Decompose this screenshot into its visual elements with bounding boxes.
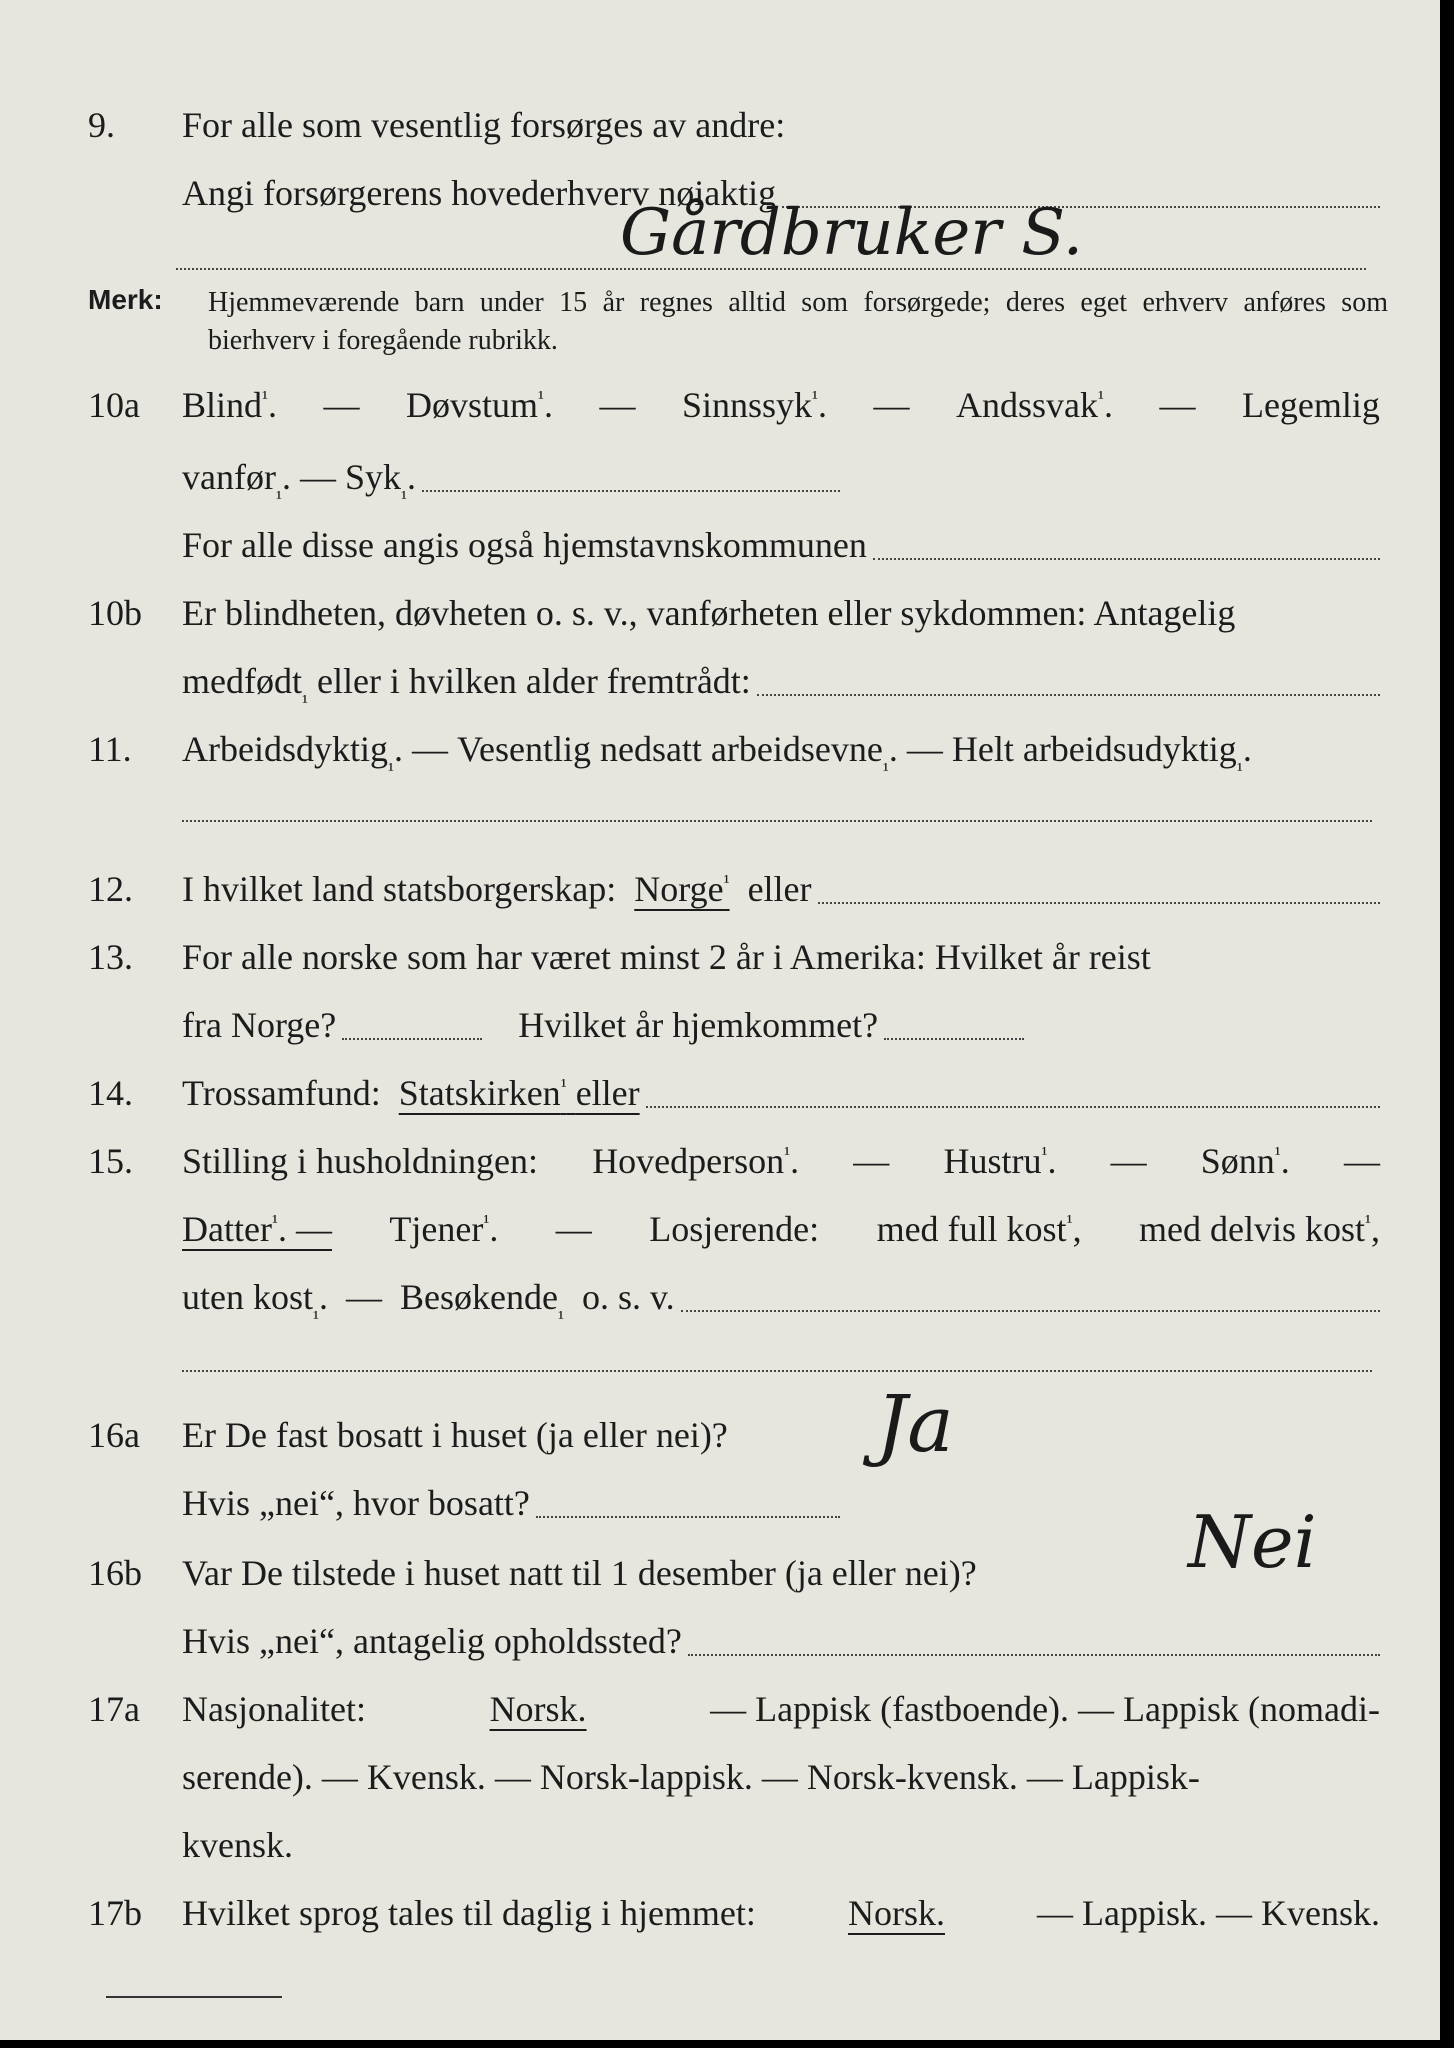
q15-line1: Stilling i husholdningen: Hovedperson$^{^1}$. — Hustru$^{^1}$. — Sønn$^{^1}$. — [182,1141,1380,1181]
q9-handwritten-answer: Gårdbruker S. [620,196,1084,270]
q15-line2: Datter$^{^1}$. — Tjener$^{^1}$. — Losjerende: med full kost$^{^1}$, med delvis kost$^{^1}$, [182,1209,1380,1249]
q16b-line1: Var De tilstede i huset natt til 1 desember (ja eller nei)? [182,1553,977,1593]
q10a-row-3 [0,518,1440,582]
q9-row-1 [0,98,1440,162]
q12-norge-marked[interactable]: Norge$^{^1}$ [634,869,730,909]
q16b-line2: Hvis „nei“, antagelig opholdssted? [182,1620,1380,1662]
q17a-line1: Nasjonalitet: Norsk. — Lappisk (fastboende). — Lappisk (nomadi- [182,1689,1380,1729]
q13-row-2 [0,998,1440,1062]
q17b-number: 17b [88,1893,142,1933]
q10b-number: 10b [88,593,142,633]
q15-row-1 [0,1134,1440,1198]
q12-number: 12. [88,869,133,909]
q11-number: 11. [88,729,132,769]
q16a-line2: Hvis „nei“, hvor bosatt? [182,1482,840,1524]
q17b-line: Hvilket sprog tales til daglig i hjemmet: Norsk. — Lappisk. — Kvensk. [182,1893,1380,1933]
q15-other-field[interactable] [681,1280,1380,1312]
q16a-bosatt-field[interactable] [536,1486,840,1518]
q13-line1: For alle norske som har været minst 2 år i Amerika: Hvilket år reist [182,937,1151,977]
q15-row-2 [0,1202,1440,1266]
q15-datter-marked[interactable]: Datter$^{^1}$. — [182,1209,332,1249]
q9-line1: For alle som vesentlig forsørges av andre: [182,105,786,145]
q13-line2: fra Norge? Hvilket år hjemkommet? [182,1004,1380,1046]
q17a-line2: serende). — Kvensk. — Norsk-lappisk. — Norsk-kvensk. — Lappisk- [182,1757,1200,1797]
q11-row [0,722,1440,786]
q17a-row-1 [0,1682,1440,1746]
q12-line: I hvilket land statsborgerskap: Norge$^{^1}$ eller [182,868,1380,910]
q14-other-field[interactable] [646,1076,1380,1108]
q16b-handwritten-answer: Nei [1188,1500,1317,1584]
q16a-number: 16a [88,1415,140,1455]
q17a-norsk-marked[interactable]: Norsk. [489,1689,587,1729]
q17a-line3: kvensk. [182,1825,293,1865]
q10a-line3: For alle disse angis også hjemstavnskommunen [182,524,1380,566]
q13-number: 13. [88,937,133,977]
q16b-opholdssted-field[interactable] [688,1624,1380,1656]
q10a-line2: vanfør ¹ . — Syk ¹ . [182,456,840,498]
q10a-syk-field[interactable] [422,460,840,492]
q10b-row-2 [0,654,1440,718]
q14-row [0,1066,1440,1130]
q10a-line1: Blind$^{^1}$. — Døvstum$^{^1}$. — Sinnssyk$^{^1}$. — Andssvak$^{^1}$. — Legemlig [182,385,1380,425]
q10b-line1: Er blindheten, døvheten o. s. v., vanførheten eller sykdommen: Antagelig [182,593,1236,633]
footnote-separator [106,1996,282,1998]
q12-row [0,862,1440,926]
q9-number: 9. [88,105,115,145]
q12-other-field[interactable] [818,872,1380,904]
q15-answer-line[interactable] [182,1370,1372,1372]
merk-label: Merk: [88,284,163,315]
q15-line3: uten kost ¹ . — Besøkende ¹ o. s. v. [182,1276,1380,1318]
q10a-hjemstavn-field[interactable] [873,528,1380,560]
q14-number: 14. [88,1073,133,1113]
q10b-row-1 [0,586,1440,650]
q17a-row-2 [0,1750,1440,1814]
q17a-number: 17a [88,1689,140,1729]
q15-number: 15. [88,1141,133,1181]
q16b-number: 16b [88,1553,142,1593]
q10a-number: 10a [88,385,140,425]
q17b-norsk-marked[interactable]: Norsk. [847,1893,945,1933]
merk-text: Hjemmeværende barn under 15 år regnes alltid som forsørgede; deres eget erhverv anføres som bierhverv i foregående rubrikk. [208,287,1388,356]
q13-hjemkommet-field[interactable] [884,1008,1024,1040]
q13-reist-field[interactable] [342,1008,482,1040]
q10a-row-1 [0,378,1440,442]
q16a-line1: Er De fast bosatt i huset (ja eller nei)? [182,1415,728,1455]
q14-line: Trossamfund: Statskirken$^{^1}$ eller [182,1072,1380,1114]
q13-row-1 [0,930,1440,994]
q15-row-3 [0,1270,1440,1334]
q16a-row-1 [0,1408,1440,1472]
q17b-row [0,1886,1440,1950]
q10a-row-2 [0,450,1440,514]
q11-line: Arbeidsdyktig ¹ . — Vesentlig nedsatt arbeidsevne ¹ . — Helt arbeidsudyktig ¹ . [182,729,1252,781]
q10b-line2: medfødt ¹ eller i hvilken alder fremtrådt: [182,660,1380,702]
q10b-alder-field[interactable] [757,664,1380,696]
q16a-handwritten-answer: Ja [876,1380,954,1470]
q17a-row-3 [0,1818,1440,1882]
q16b-row-2 [0,1614,1440,1678]
q11-answer-line[interactable] [182,820,1372,822]
q9-line2: Angi forsørgerens hovederhverv nøiaktig [182,172,1380,214]
q14-statskirken-marked[interactable]: Statskirken$^{^1}$ eller [398,1073,640,1113]
